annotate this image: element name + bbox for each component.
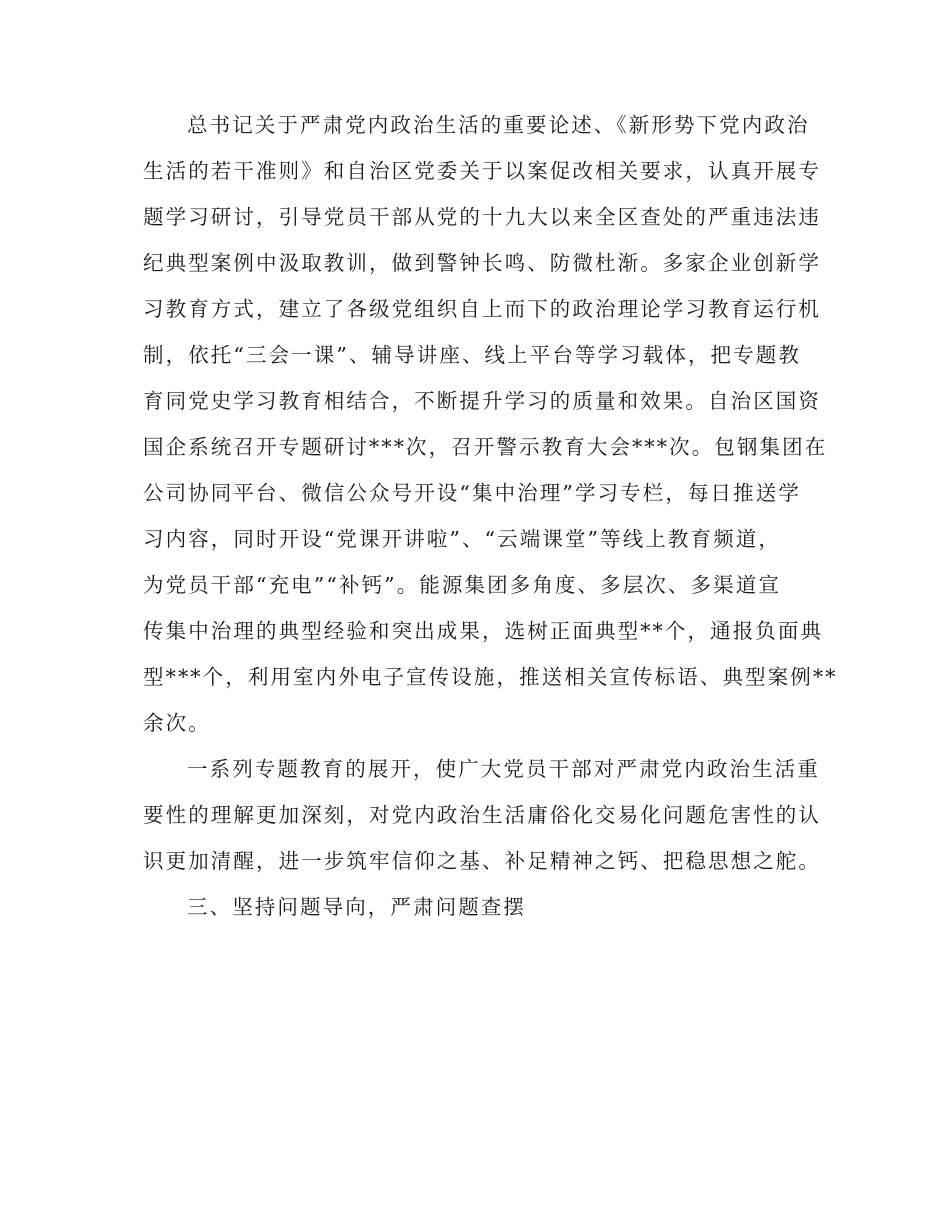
document-body: [143, 102, 838, 930]
text-line: 习教育方式，建立了各级党组织自上而下的政治理论学习教育运行机: [143, 297, 821, 321]
text-line: 生活的若干准则》和自治区党委关于以案促改相关要求，认真开展专: [143, 159, 821, 183]
text-line: 公司协同平台、微信公众号开设“集中治理”学习专栏，每日推送学: [143, 481, 801, 505]
text-line: 要性的理解更加深刻，对党内政治生活庸俗化交易化问题危害性的认: [143, 803, 821, 827]
text-line: 制，依托“三会一课”、辅导讲座、线上平台等学习载体，把专题教: [143, 343, 801, 367]
text-line: 识更加清醒，进一步筑牢信仰之基、补足精神之钙、把稳思想之舵。: [143, 849, 821, 873]
section-heading: [143, 884, 807, 930]
heading-3: 三、坚持问题导向，严肃问题查摆: [187, 895, 526, 919]
paragraph-1: [143, 102, 838, 746]
text-line: 纪典型案例中汲取教训，做到警钟长鸣、防微杜渐。多家企业创新学: [143, 251, 821, 275]
text-line: 余次。: [143, 711, 211, 735]
text-line: 总书记关于严肃党内政治生活的重要论述、《新形势下党内政治: [187, 113, 810, 137]
text-line: 型***个，利用室内外电子宣传设施，推送相关宣传标语、典型案例**: [143, 665, 838, 689]
text-line: 习内容，同时开设“党课开讲啦”、“云端课堂”等线上教育频道，: [143, 527, 781, 551]
text-line: 一系列专题教育的展开，使广大党员干部对严肃党内政治生活重: [187, 757, 820, 781]
text-line: 题学习研讨，引导党员干部从党的十九大以来全区查处的严重违法违: [143, 205, 821, 229]
text-line: 为党员干部“充电”“补钙”。能源集团多角度、多层次、多渠道宣: [143, 573, 781, 597]
paragraph-2: [143, 746, 821, 884]
text-line: 育同党史学习教育相结合，不断提升学习的质量和效果。自治区国资: [143, 389, 821, 413]
text-line: 传集中治理的典型经验和突出成果，选树正面典型**个，通报负面典: [143, 619, 824, 643]
text-line: 国企系统召开专题研讨***次，召开警示教育大会***次。包钢集团在: [143, 435, 828, 459]
